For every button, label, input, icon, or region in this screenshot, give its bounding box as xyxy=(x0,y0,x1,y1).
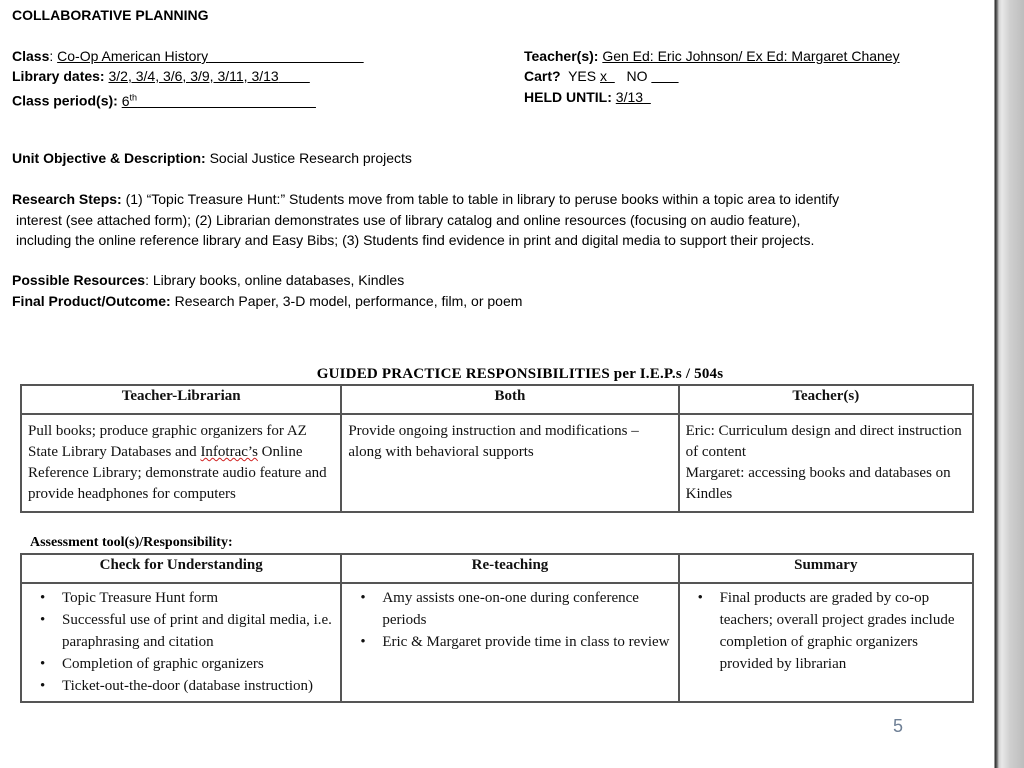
cart-label: Cart? xyxy=(524,68,561,84)
guided-practice-table xyxy=(20,384,974,513)
research-steps-line-3: including the online reference library and Easy Bibs; (3) Students find evidence in print and digital media to support their projects. xyxy=(16,232,815,248)
cart-no-label: NO xyxy=(626,68,648,84)
research-steps xyxy=(12,189,982,251)
list-item: • Successful use of print and digital media, i.e. paraphrasing and citation xyxy=(28,609,334,653)
held-until-value: 3/13 xyxy=(615,89,644,105)
column-header-summary: Summary xyxy=(679,554,973,583)
final-product xyxy=(12,292,522,310)
slide-edge-border xyxy=(990,0,1024,768)
table-row xyxy=(21,583,973,702)
cart-yes-label: YES xyxy=(568,68,597,84)
research-steps-line-1: (1) “Topic Treasure Hunt:” Students move from table to table in library to peruse books within a topic area to identify xyxy=(125,191,840,207)
class-period-value: 6th xyxy=(121,92,138,109)
held-until-row xyxy=(524,88,651,106)
assessment-label: Assessment tool(s)/Responsibility: xyxy=(30,535,233,550)
guided-practice-title: GUIDED PRACTICE RESPONSIBILITIES per I.E.P.s / 504s xyxy=(316,366,724,382)
unit-objective-value: Social Justice Research projects xyxy=(209,150,412,166)
unit-objective xyxy=(12,149,412,167)
assessment-table xyxy=(20,553,974,703)
both-cell: Provide ongoing instruction and modifications – along with behavioral supports xyxy=(341,414,678,512)
final-product-value: Research Paper, 3-D model, performance, film, or poem xyxy=(174,293,523,309)
column-header-check-for-understanding: Check for Understanding xyxy=(21,554,341,583)
column-header-both: Both xyxy=(341,385,678,414)
column-header-teacher-librarian: Teacher-Librarian xyxy=(21,385,341,414)
library-dates-row xyxy=(12,67,310,85)
class-label: Class xyxy=(12,48,50,64)
library-dates-label: Library dates: xyxy=(12,68,105,84)
list-item: • Final products are graded by co-op teachers; overall project grades include completion of graphic organizers provided by librarian xyxy=(686,587,966,675)
teachers-label: Teacher(s): xyxy=(524,48,599,64)
teachers-row xyxy=(524,47,900,65)
table-header-row xyxy=(21,554,973,583)
cart-no-blank xyxy=(651,68,678,84)
final-product-label: Final Product/Outcome: xyxy=(12,293,171,309)
research-steps-label: Research Steps: xyxy=(12,191,122,207)
research-steps-line-2: interest (see attached form); (2) Librarian demonstrates use of library catalog and online resources (focusing on audio feature), xyxy=(16,211,801,228)
page-title: COLLABORATIVE PLANNING xyxy=(12,7,209,23)
teacher-librarian-cell: Pull books; produce graphic organizers for AZ State Library Databases and Infotrac’s Online Reference Library; demonstrate audio feature and provide headphones for computers xyxy=(21,414,341,512)
summary-cell xyxy=(679,583,973,702)
possible-resources-label: Possible Resources xyxy=(12,272,146,288)
possible-resources-value: Library books, online databases, Kindles xyxy=(152,272,405,288)
list-item: • Amy assists one-on-one during conference periods xyxy=(348,587,671,631)
class-row: Class: Co-Op American History xyxy=(12,48,209,64)
table-header-row xyxy=(21,385,973,414)
class-value: Co-Op American History xyxy=(57,48,209,64)
re-teaching-cell xyxy=(341,583,678,702)
check-for-understanding-cell xyxy=(21,583,341,702)
teachers-cell: Eric: Curriculum design and direct instruction of content Margaret: accessing books and databases on Kindles xyxy=(679,414,973,512)
possible-resources: Possible Resources: Library books, online databases, Kindles xyxy=(12,272,405,288)
column-header-re-teaching: Re-teaching xyxy=(341,554,678,583)
class-period-label: Class period(s): xyxy=(12,92,118,109)
list-item: • Ticket-out-the-door (database instruction) xyxy=(28,675,334,697)
cart-yes-mark: x xyxy=(600,68,607,84)
list-item: • Completion of graphic organizers xyxy=(28,653,334,675)
cart-row xyxy=(524,67,679,85)
teachers-value: Gen Ed: Eric Johnson/ Ex Ed: Margaret Chaney xyxy=(602,48,900,64)
class-period-row xyxy=(12,88,316,110)
held-until-label: HELD UNTIL: xyxy=(524,89,612,105)
list-item: • Eric & Margaret provide time in class to review xyxy=(348,631,671,653)
column-header-teachers: Teacher(s) xyxy=(679,385,973,414)
table-row xyxy=(21,414,973,512)
page-number: 5 xyxy=(893,716,904,736)
unit-objective-label: Unit Objective & Description: xyxy=(12,150,206,166)
list-item: • Topic Treasure Hunt form xyxy=(28,587,334,609)
library-dates-value: 3/2, 3/4, 3/6, 3/9, 3/11, 3/13 xyxy=(108,68,279,84)
